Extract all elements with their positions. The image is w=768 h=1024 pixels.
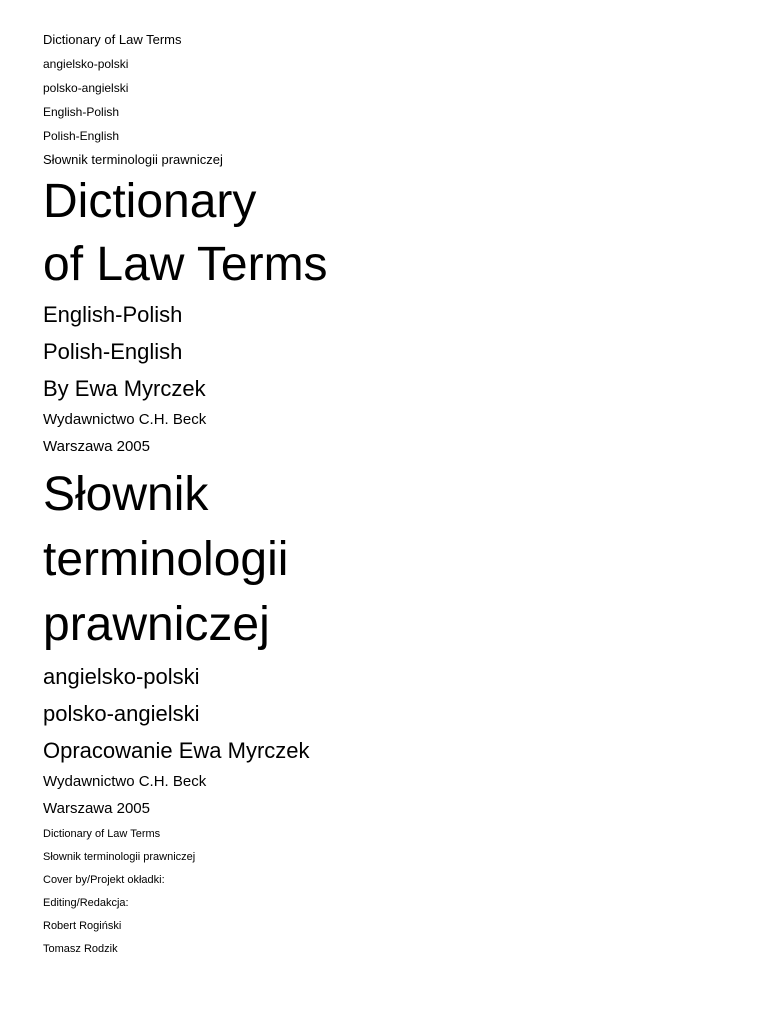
header-lang-en-pl: angielsko-polski [43, 57, 129, 71]
header-lang-pl-en: polsko-angielski [43, 81, 129, 95]
english-author: By Ewa Myrczek [43, 376, 206, 401]
polish-publisher: Wydawnictwo C.H. Beck [43, 773, 207, 790]
header-title-pl: Słownik terminologii prawniczej [43, 152, 223, 167]
english-subtitle-1: English-Polish [43, 302, 183, 327]
colophon-cover-by: Cover by/Projekt okładki: [43, 874, 165, 886]
polish-author: Opracowanie Ewa Myrczek [43, 738, 310, 763]
colophon-editor-2: Tomasz Rodzik [43, 943, 118, 955]
english-title-line2: of Law Terms [43, 238, 328, 291]
header-english-polish: English-Polish [43, 105, 120, 119]
polish-title-block [43, 465, 725, 820]
colophon-block [43, 825, 725, 958]
english-title-line1: Dictionary [43, 175, 257, 228]
english-place-year: Warszawa 2005 [43, 438, 150, 455]
polish-subtitle-1: angielsko-polski [43, 664, 200, 689]
header-title-en: Dictionary of Law Terms [43, 32, 182, 47]
polish-place-year: Warszawa 2005 [43, 800, 150, 817]
english-subtitle-2: Polish-English [43, 339, 183, 364]
header-polish-english: Polish-English [43, 129, 120, 143]
colophon-title-pl: Słownik terminologii prawniczej [43, 851, 196, 863]
english-publisher: Wydawnictwo C.H. Beck [43, 411, 207, 428]
polish-subtitle-2: polsko-angielski [43, 701, 200, 726]
colophon-editing: Editing/Redakcja: [43, 897, 129, 909]
polish-title-line2: terminologii [43, 533, 289, 586]
colophon-title-en: Dictionary of Law Terms [43, 828, 161, 840]
header-block [43, 30, 725, 170]
polish-title-line3: prawniczej [43, 598, 270, 651]
colophon-editor-1: Robert Rogiński [43, 920, 122, 932]
polish-title-line1: Słownik [43, 468, 209, 521]
english-title-block [43, 174, 725, 458]
